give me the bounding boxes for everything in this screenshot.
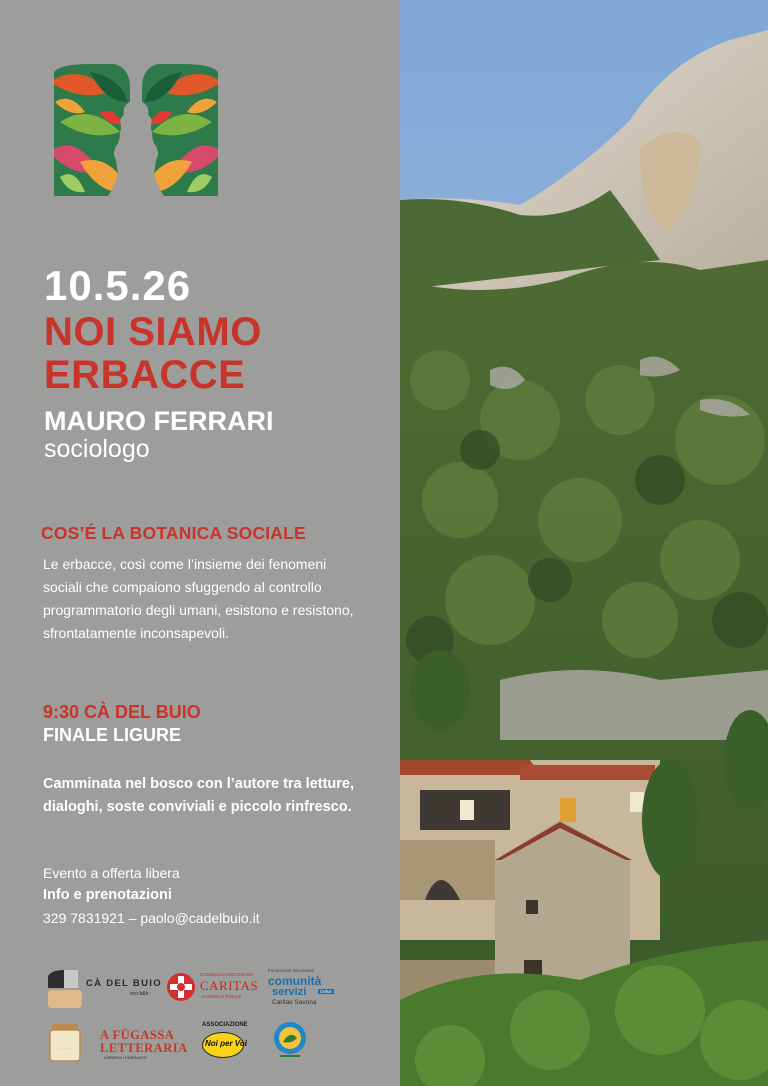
caritas-sub: SAVONA E FINALE: [202, 994, 242, 999]
jar-icon: [44, 1020, 86, 1062]
circle-logo: [272, 1020, 312, 1064]
caritas-savona-label: Caritas Savona: [272, 999, 317, 1006]
speaker-name: MAURO FERRARI: [44, 406, 274, 436]
noi-per-voi-assoc: ASSOCIAZIONE: [202, 1022, 248, 1028]
comunita-name: comunità: [268, 974, 322, 988]
servizi-name: servizi: [272, 986, 307, 998]
comunita-servizi-logo: [266, 966, 366, 1010]
speaker-role: sociologo: [44, 435, 150, 463]
fugassa-sub: LIBRERIA ITINERANTE: [104, 1055, 147, 1060]
event-title: [44, 311, 262, 397]
cadelbuio-logo: [44, 966, 162, 1010]
onlus-label: Onlus: [320, 989, 332, 994]
noi-per-voi-logo: [200, 1020, 250, 1064]
fugassa-line2: LETTERARIA: [100, 1041, 188, 1055]
caritas-small: CONSIGLIO DIOCESANO: [200, 972, 254, 977]
event-city: FINALE LIGURE: [43, 725, 181, 745]
two-faces-leaf-logo: [50, 62, 222, 200]
sponsor-logos-row-2: [44, 1020, 364, 1064]
landscape-photo: [400, 0, 768, 1086]
cliff-village-image: [400, 0, 768, 1086]
jar-logo: [44, 1020, 88, 1064]
event-title-line2: ERBACCE: [44, 353, 246, 397]
caritas-name: CARITAS: [200, 978, 259, 993]
house-icon: [44, 966, 84, 1010]
section-body: Le erbacce, così come l’insieme dei fenomeni sociali che compaiono sfuggendo al controllo programmatorio degli umani, esistono e resistono, sfrontatamente inconsapevoli.: [43, 556, 354, 641]
fugassa-line1: A FÜGASSA: [100, 1028, 175, 1042]
info-title: Info e prenotazioni: [43, 887, 172, 903]
cadelbuio-sub: eco b&b: [130, 991, 149, 997]
free-offer-text: Evento a offerta libera: [43, 865, 180, 881]
fugassa-logo: [100, 1020, 190, 1064]
caritas-cross-icon: [166, 972, 196, 1002]
event-date: 10.5.26: [44, 262, 192, 309]
walk-description: Camminata nel bosco con l’autore tra letture, dialoghi, soste conviviali e piccolo rinfresco.: [43, 776, 355, 815]
caritas-logo: [166, 966, 259, 1010]
cadelbuio-name: CÀ DEL BUIO: [86, 978, 162, 989]
contact-link[interactable]: 329 7831921 – paolo@cadelbuio.it: [43, 910, 260, 926]
sponsor-logos-row-1: [44, 966, 364, 1010]
section-title: COS’É LA BOTANICA SOCIALE: [41, 523, 306, 543]
event-title-line1: NOI SIAMO: [44, 310, 262, 354]
bird-circle-icon: [272, 1020, 308, 1060]
comunita-small: Fondazione Diocesana: [268, 968, 315, 973]
svg-text:· · · · ·: · · · · ·: [58, 1046, 72, 1052]
noi-per-voi-name: Noi per Voi: [205, 1039, 247, 1048]
event-time-place: 9:30 CÀ DEL BUIO: [43, 702, 201, 722]
